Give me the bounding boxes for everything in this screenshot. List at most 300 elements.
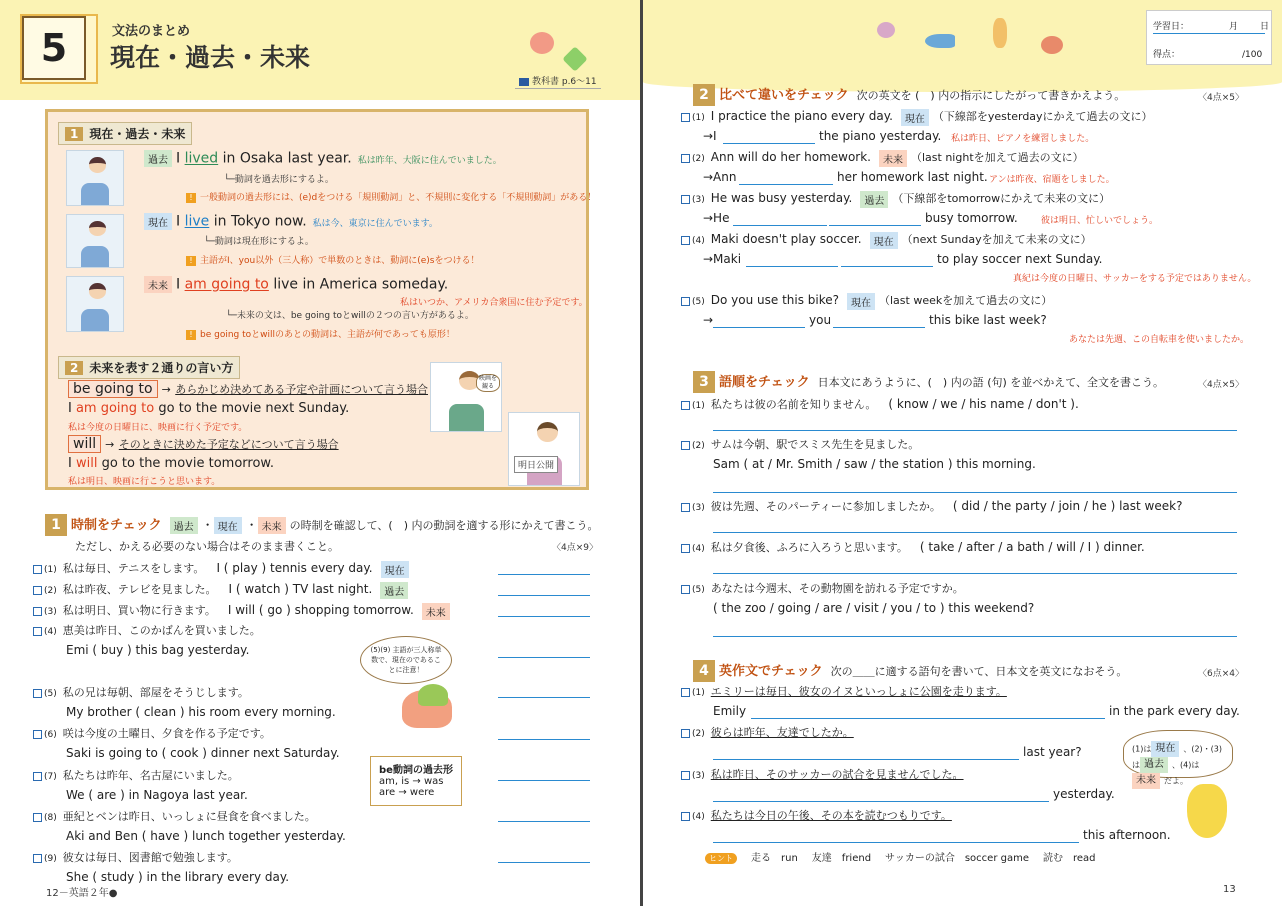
ex1-item-row bbox=[33, 808, 316, 824]
ex2-item-row bbox=[681, 149, 1084, 167]
answer-line[interactable] bbox=[733, 225, 827, 226]
ex3-header bbox=[693, 371, 1164, 393]
present-warning-text: 主語がI、you以外（三人称）で単数のときは、動詞に(e)sをつける！ bbox=[200, 256, 480, 266]
checkbox[interactable] bbox=[681, 401, 690, 410]
item-english: My brother ( clean ) his room every morning. bbox=[66, 705, 336, 719]
starfish-icon bbox=[562, 46, 587, 71]
bgt-desc: あらかじめ決めてある予定や計画について言う場合 bbox=[175, 383, 429, 396]
ex4-item-row bbox=[681, 724, 854, 740]
ex2-number: 2 bbox=[693, 84, 715, 106]
boy-america-illustration bbox=[66, 276, 124, 332]
bubble-tag-past: 過去 bbox=[1140, 757, 1168, 773]
answer-suffix: to play soccer next Sunday. bbox=[937, 252, 1103, 266]
will-ex-pre: I bbox=[68, 456, 76, 471]
item-words: Sam ( at / Mr. Smith / saw / the station ) this morning. bbox=[713, 457, 1036, 471]
answer-line[interactable] bbox=[739, 184, 833, 185]
bgt-example bbox=[68, 401, 349, 416]
item-english: Saki is going to ( cook ) dinner next Saturday. bbox=[66, 746, 340, 760]
checkbox[interactable] bbox=[681, 544, 690, 553]
future-warning-text: be going toとwillのあとの動詞は、主語が何であっても原形！ bbox=[200, 330, 455, 340]
item-japanese: 彼女は毎日、図書館で勉強します。 bbox=[62, 851, 238, 864]
past-post: in Osaka last year. bbox=[218, 150, 352, 167]
score-date-row bbox=[1153, 19, 1269, 32]
future-example bbox=[144, 276, 448, 293]
speech-bubble-reading: 映画を観る bbox=[476, 374, 500, 392]
answer-prefix: →Maki bbox=[703, 252, 742, 266]
ex1-title: 時制をチェック bbox=[71, 518, 162, 533]
answer-suffix: last year? bbox=[1023, 745, 1082, 759]
answer-line[interactable] bbox=[713, 430, 1237, 431]
checkbox[interactable] bbox=[681, 441, 690, 450]
item-japanese: 咲は今度の土曜日、夕食を作る予定です。 bbox=[62, 727, 271, 740]
ex3-item-row bbox=[681, 498, 1182, 514]
answer-line[interactable] bbox=[498, 821, 590, 822]
answer-line[interactable] bbox=[713, 801, 1049, 802]
ex2-item-row bbox=[681, 292, 1052, 310]
answer-line[interactable] bbox=[751, 718, 1105, 719]
unit-number-box bbox=[20, 14, 98, 84]
item-japanese: 恵美は昨日、このかばんを買いました。 bbox=[62, 624, 261, 637]
ex4-item-row bbox=[681, 807, 952, 823]
answer-line[interactable] bbox=[498, 574, 590, 575]
checkbox[interactable] bbox=[33, 730, 42, 739]
answer-line[interactable] bbox=[713, 327, 805, 328]
checkbox[interactable] bbox=[33, 854, 42, 863]
unit-title: 現在・過去・未来 bbox=[110, 43, 311, 72]
warning-icon: ! bbox=[186, 330, 196, 340]
item-english: I practice the piano every day. bbox=[710, 109, 893, 123]
item-japanese: 彼らは昨年、友達でしたか。 bbox=[710, 726, 854, 739]
item-tense-tag: 現在 bbox=[847, 293, 875, 310]
answer-line[interactable] bbox=[498, 862, 590, 863]
ex1-instruction-2: ただし、かえる必要のない場合はそのまま書くこと。 bbox=[75, 540, 339, 553]
item-number: (1) bbox=[692, 688, 705, 698]
checkbox[interactable] bbox=[681, 297, 690, 306]
ex3-title: 語順をチェック bbox=[719, 375, 810, 390]
item-note: 私は昨日、ピアノを練習しました。 bbox=[951, 134, 1095, 144]
right-page-number: 13 bbox=[1223, 884, 1236, 895]
answer-suffix: the piano yesterday. bbox=[819, 129, 942, 143]
item-number: (6) bbox=[44, 730, 57, 740]
item-english: She ( study ) in the library every day. bbox=[66, 870, 290, 884]
bgt-ex-pre: I bbox=[68, 401, 76, 416]
score-box bbox=[1146, 10, 1272, 65]
past-pre: I bbox=[176, 150, 185, 167]
item-number: (2) bbox=[692, 154, 705, 164]
past-warning bbox=[186, 190, 596, 203]
ex1-tag-past: 過去 bbox=[170, 517, 198, 534]
future-note: └─未来の文は、be going toとwillの２つの言い方があるよ。 bbox=[226, 311, 474, 321]
ex3-number: 3 bbox=[693, 371, 715, 393]
item-number: (8) bbox=[44, 813, 57, 823]
be-past-line-2: are → were bbox=[379, 787, 435, 798]
future-pre: I bbox=[176, 276, 185, 293]
future-verb: am going to bbox=[184, 276, 269, 293]
checkbox[interactable] bbox=[33, 813, 42, 822]
ex1-points: 〈4点×9〉 bbox=[552, 543, 598, 553]
item-number: (1) bbox=[692, 113, 705, 123]
ex1-number: 1 bbox=[45, 514, 67, 536]
answer-suffix: this bike last week? bbox=[929, 313, 1047, 327]
answer-line[interactable] bbox=[498, 739, 590, 740]
ex3-instruction: 日本文にあうように、( ) 内の語 (句) を並べかえて、全文を書こう。 bbox=[817, 376, 1165, 389]
item-words: ( did / the party / join / he ) last week? bbox=[952, 499, 1183, 513]
item-note: 真紀は今度の日曜日、サッカーをする予定ではありません。 bbox=[1013, 274, 1257, 284]
woman-reading-illustration bbox=[430, 362, 502, 432]
item-japanese: 私は昨夜、テレビを見ました。 bbox=[62, 583, 217, 596]
ex1-tag-future: 未来 bbox=[258, 517, 286, 534]
fish-icon bbox=[925, 34, 955, 48]
future-tag: 未来 bbox=[144, 276, 172, 293]
bubble-b: 、(2)・(3)は bbox=[1132, 744, 1223, 770]
bubble-d: だよ。 bbox=[1164, 776, 1188, 786]
answer-prefix: →Ann bbox=[703, 170, 737, 184]
arrow-icon: → bbox=[105, 438, 115, 451]
unit-number: 5 bbox=[22, 16, 86, 80]
ex2-item-row bbox=[681, 108, 1153, 126]
item-tense-tag: 過去 bbox=[860, 191, 888, 208]
day-label: 日 bbox=[1260, 22, 1270, 32]
score-row bbox=[1153, 47, 1262, 60]
item-japanese: 私は毎日、テニスをします。 bbox=[62, 562, 205, 575]
ex1-item-row bbox=[33, 725, 271, 741]
checkbox[interactable] bbox=[681, 585, 690, 594]
ex3-item-row bbox=[681, 539, 1145, 555]
bgt-keyword: be going to bbox=[68, 380, 158, 398]
past-warning-text: 一般動詞の過去形には、(e)dをつける「規則動詞」と、不規則に変化する「不規則動詞」がある！ bbox=[200, 193, 597, 203]
past-verb: lived bbox=[184, 150, 219, 167]
score-label: 得点： bbox=[1153, 50, 1181, 60]
checkbox[interactable] bbox=[681, 729, 690, 738]
item-english: Maki doesn't play soccer. bbox=[710, 232, 862, 246]
warning-icon: ! bbox=[186, 256, 196, 266]
ex2-points: 〈4点×5〉 bbox=[1198, 93, 1244, 103]
item-english: He was busy yesterday. bbox=[710, 191, 853, 205]
item-japanese: 私の兄は毎朝、部屋をそうじします。 bbox=[62, 686, 249, 699]
movie-sign: 明日公開 bbox=[514, 456, 558, 473]
ex2-instruction: 次の英文を ( ) 内の指示にしたがって書きかえよう。 bbox=[856, 89, 1126, 102]
warning-icon: ! bbox=[186, 193, 196, 203]
checkbox[interactable] bbox=[33, 565, 42, 574]
answer-prefix: →I bbox=[703, 129, 717, 143]
ex2-title: 比べて違いをチェック bbox=[719, 88, 849, 103]
past-note: └─動詞を過去形にするよ。 bbox=[224, 175, 334, 185]
item-instruction: （last weekを加えて過去の文に） bbox=[879, 294, 1053, 307]
will-desc: そのときに決めた予定などについて言う場合 bbox=[118, 438, 339, 451]
item-number: (2) bbox=[44, 586, 57, 596]
item-japanese: 私たちは今日の午後、その本を読むつもりです。 bbox=[710, 809, 952, 822]
present-note: └─動詞は現在形にするよ。 bbox=[204, 237, 314, 247]
item-number: (1) bbox=[44, 565, 57, 575]
answer-suffix: yesterday. bbox=[1053, 787, 1115, 801]
item-english: Emi ( buy ) this bag yesterday. bbox=[66, 643, 250, 657]
checkbox[interactable] bbox=[33, 586, 42, 595]
date-line[interactable] bbox=[1153, 33, 1265, 34]
summary-section-2-label: 未来を表す２通りの言い方 bbox=[89, 361, 234, 375]
ex3-item-row bbox=[681, 580, 964, 596]
item-japanese: 私たちは彼の名前を知りません。 bbox=[710, 398, 877, 411]
will-keyword: will bbox=[68, 435, 101, 453]
answer-line[interactable] bbox=[498, 657, 590, 658]
will-ex-post: go to the movie tomorrow. bbox=[97, 456, 274, 471]
checkbox[interactable] bbox=[33, 772, 42, 781]
left-page-number: 12－英語２年● bbox=[46, 888, 118, 899]
answer-line[interactable] bbox=[498, 616, 590, 617]
answer-line[interactable] bbox=[498, 697, 590, 698]
ex4-tense-bubble bbox=[1123, 730, 1233, 786]
be-verb-past-box bbox=[370, 756, 462, 806]
grammar-summary-box bbox=[45, 109, 597, 490]
item-japanese: 私は明日、買い物に行きます。 bbox=[62, 604, 216, 617]
ex1-item-row bbox=[33, 684, 249, 700]
summary-section-1-number: 1 bbox=[65, 127, 83, 141]
bubble-tag-future: 未来 bbox=[1132, 773, 1160, 789]
answer-prefix: → bbox=[703, 313, 714, 327]
arrow-icon: → bbox=[161, 383, 171, 396]
item-number: (3) bbox=[44, 607, 57, 617]
be-past-line-1: am, is → was bbox=[379, 776, 444, 787]
ex3-points: 〈4点×5〉 bbox=[1198, 380, 1244, 390]
textbook-ref bbox=[515, 74, 601, 89]
left-page bbox=[0, 0, 640, 906]
summary-section-2-number: 2 bbox=[65, 361, 83, 375]
bgt-ja: 私は今度の日曜日に、映画に行く予定です。 bbox=[68, 423, 248, 433]
ex3-item-row bbox=[681, 396, 1079, 412]
answer-line[interactable] bbox=[713, 532, 1237, 533]
item-note: あなたは先週、この自転車を使いましたか。 bbox=[1069, 335, 1250, 345]
summary-section-2-title bbox=[58, 356, 240, 379]
octopus-icon bbox=[530, 32, 554, 54]
hermit-crab-icon bbox=[1041, 36, 1063, 54]
answer-prefix: Emily bbox=[713, 704, 747, 718]
present-example bbox=[144, 213, 438, 230]
ex1-item-row bbox=[33, 602, 454, 620]
item-words: ( know / we / his name / don't ). bbox=[888, 397, 1079, 411]
ex1-tag-present: 現在 bbox=[214, 517, 242, 534]
item-instruction: （last nightを加えて過去の文に） bbox=[911, 151, 1084, 164]
ex4-item-row bbox=[681, 683, 1007, 699]
answer-line[interactable] bbox=[841, 266, 933, 267]
item-number: (7) bbox=[44, 772, 57, 782]
checkbox[interactable] bbox=[681, 812, 690, 821]
bubble-a: (1)は bbox=[1132, 744, 1152, 754]
present-ja: 私は今、東京に住んでいます。 bbox=[312, 218, 438, 229]
checkbox[interactable] bbox=[33, 607, 42, 616]
month-label: 月 bbox=[1229, 22, 1239, 32]
past-tag: 過去 bbox=[144, 150, 172, 167]
answer-line[interactable] bbox=[723, 143, 815, 144]
past-ja: 私は昨年、大阪に住んでいました。 bbox=[357, 155, 502, 166]
answer-mid: you bbox=[809, 313, 832, 327]
ex4-item-row bbox=[681, 766, 964, 782]
ex4-title: 英作文でチェック bbox=[719, 664, 823, 679]
checkbox[interactable] bbox=[681, 688, 690, 697]
boy-osaka-illustration bbox=[66, 150, 124, 206]
item-instruction: （下線部をtomorrowにかえて未来の文に） bbox=[892, 192, 1111, 205]
ex4-instruction: 次の＿＿に適する語句を書いて、日本文を英文になおそう。 bbox=[830, 665, 1128, 678]
past-note-text: 動詞を過去形にするよ。 bbox=[234, 175, 334, 185]
item-tense-tag: 未来 bbox=[422, 603, 450, 620]
present-post: in Tokyo now. bbox=[209, 213, 307, 230]
ex1-instruction: の時制を確認して、( ) 内の動詞を適する形にかえて書こう。 bbox=[289, 519, 599, 532]
ex2-item-row bbox=[681, 190, 1110, 208]
be-past-title: be動詞の過去形 bbox=[379, 765, 453, 776]
future-warning bbox=[186, 327, 455, 340]
will-ja: 私は明日、映画に行こうと思います。 bbox=[68, 477, 221, 487]
answer-line[interactable] bbox=[746, 266, 838, 267]
checkbox[interactable] bbox=[681, 113, 690, 122]
ex1-item-row bbox=[33, 767, 239, 783]
item-number: (5) bbox=[44, 689, 57, 699]
bgt-row bbox=[68, 380, 428, 398]
ex4-header bbox=[693, 660, 1127, 682]
seahorse-icon bbox=[993, 18, 1007, 48]
item-instruction: （下線部をyesterdayにかえて過去の文に） bbox=[932, 110, 1153, 123]
book-icon bbox=[519, 78, 529, 86]
item-english: Ann will do her homework. bbox=[710, 150, 871, 164]
item-tense-tag: 現在 bbox=[381, 561, 409, 578]
ex2-item-row bbox=[681, 231, 1092, 249]
answer-line[interactable] bbox=[713, 492, 1237, 493]
answer-line[interactable] bbox=[833, 327, 925, 328]
answer-line[interactable] bbox=[713, 636, 1237, 637]
item-number: (5) bbox=[692, 585, 705, 595]
unit-subtitle: 文法のまとめ bbox=[112, 24, 191, 39]
item-japanese: 私は夕食後、ふろに入ろうと思います。 bbox=[710, 541, 908, 554]
present-note-text: 動詞は現在形にするよ。 bbox=[214, 237, 314, 247]
item-number: (2) bbox=[692, 729, 705, 739]
textbook-ref-text: 教科書 p.6～11 bbox=[532, 77, 597, 87]
item-japanese: サムは今朝、駅でスミス先生を見ました。 bbox=[710, 438, 920, 451]
present-tag: 現在 bbox=[144, 213, 172, 230]
bubble-c: 、(4)は bbox=[1172, 760, 1200, 770]
movie-poster-illustration bbox=[508, 412, 580, 486]
item-number: (2) bbox=[692, 441, 705, 451]
present-pre: I bbox=[176, 213, 185, 230]
item-english: I ( play ) tennis every day. bbox=[216, 561, 373, 575]
ex1-item-row bbox=[33, 581, 412, 599]
item-tense-tag: 未来 bbox=[879, 150, 907, 167]
ex1-item-row bbox=[33, 560, 413, 578]
checkbox[interactable] bbox=[33, 689, 42, 698]
ex4-number: 4 bbox=[693, 660, 715, 682]
checkbox[interactable] bbox=[681, 503, 690, 512]
bgt-ex-kw: am going to bbox=[75, 401, 155, 416]
ex1-header: 1 時制をチェック 過去 ・ 現在 ・ 未来 の時制を確認して、( ) 内の動詞を適する形にかえて書こう。 bbox=[45, 514, 599, 536]
ex4-hint-row bbox=[705, 849, 1110, 864]
will-ex-kw: will bbox=[75, 456, 98, 471]
item-english: We ( are ) in Nagoya last year. bbox=[66, 788, 248, 802]
hint-item: サッカーの試合 soccer game bbox=[885, 853, 1029, 864]
ex1-hint-bubble: (5)(9) 主語が三人称単数で、現在のであることに注意！ bbox=[360, 636, 452, 684]
item-instruction: （next Sundayを加えて未来の文に） bbox=[901, 233, 1092, 246]
item-words: ( the zoo / going / are / visit / you / to ) this weekend? bbox=[713, 601, 1035, 615]
bubble-tag-present: 現在 bbox=[1151, 741, 1179, 757]
item-number: (3) bbox=[692, 195, 705, 205]
item-japanese: 私は昨日、そのサッカーの試合を見ませんでした。 bbox=[710, 768, 964, 781]
item-tense-tag: 現在 bbox=[870, 232, 898, 249]
future-note-text: 未来の文は、be going toとwillの２つの言い方があるよ。 bbox=[236, 311, 474, 321]
item-english: I ( watch ) TV last night. bbox=[228, 582, 373, 596]
item-japanese: エミリーは毎日、彼女のイヌといっしょに公園を走ります。 bbox=[710, 685, 1007, 698]
summary-section-1-title bbox=[58, 122, 192, 145]
item-japanese: あなたは今週末、その動物園を訪れる予定ですか。 bbox=[710, 582, 964, 595]
item-number: (4) bbox=[692, 544, 705, 554]
date-label: 学習日： bbox=[1153, 22, 1190, 32]
will-example bbox=[68, 456, 274, 471]
summary-section-1-label: 現在・過去・未来 bbox=[89, 127, 186, 141]
answer-line[interactable] bbox=[498, 780, 590, 781]
answer-line[interactable] bbox=[498, 595, 590, 596]
banana-character-icon bbox=[1187, 784, 1227, 838]
item-words: ( take / after / a bath / will / I ) dinner. bbox=[919, 540, 1145, 554]
answer-line[interactable] bbox=[713, 573, 1237, 574]
item-number: (4) bbox=[44, 627, 57, 637]
item-tense-tag: 過去 bbox=[380, 582, 408, 599]
ex2-header bbox=[693, 84, 1125, 106]
hint-label: ヒント bbox=[705, 853, 737, 864]
item-english: Do you use this bike? bbox=[710, 293, 839, 307]
item-number: (5) bbox=[692, 297, 705, 307]
checkbox[interactable] bbox=[681, 236, 690, 245]
future-ja: 私はいつか、アメリカ合衆国に住む予定です。 bbox=[400, 298, 588, 308]
checkbox[interactable] bbox=[681, 195, 690, 204]
item-japanese: 私たちは昨年、名古屋にいました。 bbox=[62, 769, 239, 782]
answer-suffix: in the park every day. bbox=[1109, 704, 1240, 718]
item-tense-tag: 現在 bbox=[901, 109, 929, 126]
answer-line[interactable] bbox=[829, 225, 921, 226]
hint-item: 走る run bbox=[751, 853, 798, 864]
ex1-item-row bbox=[33, 622, 261, 638]
item-number: (3) bbox=[692, 503, 705, 513]
ex3-item-row bbox=[681, 436, 919, 452]
checkbox[interactable] bbox=[681, 771, 690, 780]
answer-line[interactable] bbox=[713, 842, 1079, 843]
item-japanese: 彼は先週、そのパーティーに参加しましたか。 bbox=[710, 500, 941, 513]
answer-suffix: busy tomorrow. bbox=[925, 211, 1018, 225]
item-number: (3) bbox=[692, 771, 705, 781]
item-number: (9) bbox=[44, 854, 57, 864]
hint-item: 読む read bbox=[1042, 853, 1096, 864]
right-page bbox=[643, 0, 1282, 906]
future-post: live in America someday. bbox=[268, 276, 449, 293]
unit-header bbox=[0, 0, 640, 100]
item-number: (4) bbox=[692, 236, 705, 246]
score-total: /100 bbox=[1242, 50, 1263, 60]
will-row bbox=[68, 435, 339, 453]
past-example bbox=[144, 150, 502, 167]
bgt-ex-post: go to the movie next Sunday. bbox=[154, 401, 350, 416]
item-note: 彼は明日、忙しいでしょう。 bbox=[1041, 216, 1159, 226]
ex4-points: 〈6点×4〉 bbox=[1198, 669, 1244, 679]
item-number: (4) bbox=[692, 812, 705, 822]
present-warning bbox=[186, 253, 479, 266]
item-english: I will ( go ) shopping tomorrow. bbox=[227, 603, 414, 617]
hint-item: 友達 friend bbox=[811, 853, 872, 864]
item-english: Aki and Ben ( have ) lunch together yesterday. bbox=[66, 829, 346, 843]
shell-icon bbox=[877, 22, 895, 38]
item-number: (1) bbox=[692, 401, 705, 411]
checkbox[interactable] bbox=[33, 627, 42, 636]
checkbox[interactable] bbox=[681, 154, 690, 163]
ex1-item-row bbox=[33, 849, 238, 865]
boy-tokyo-illustration bbox=[66, 214, 124, 268]
answer-suffix: her homework last night. bbox=[837, 170, 988, 184]
item-note: アンは昨夜、宿題をしました。 bbox=[989, 175, 1115, 185]
answer-line[interactable] bbox=[713, 759, 1019, 760]
present-verb: live bbox=[184, 213, 210, 230]
shell-icon bbox=[418, 684, 448, 706]
